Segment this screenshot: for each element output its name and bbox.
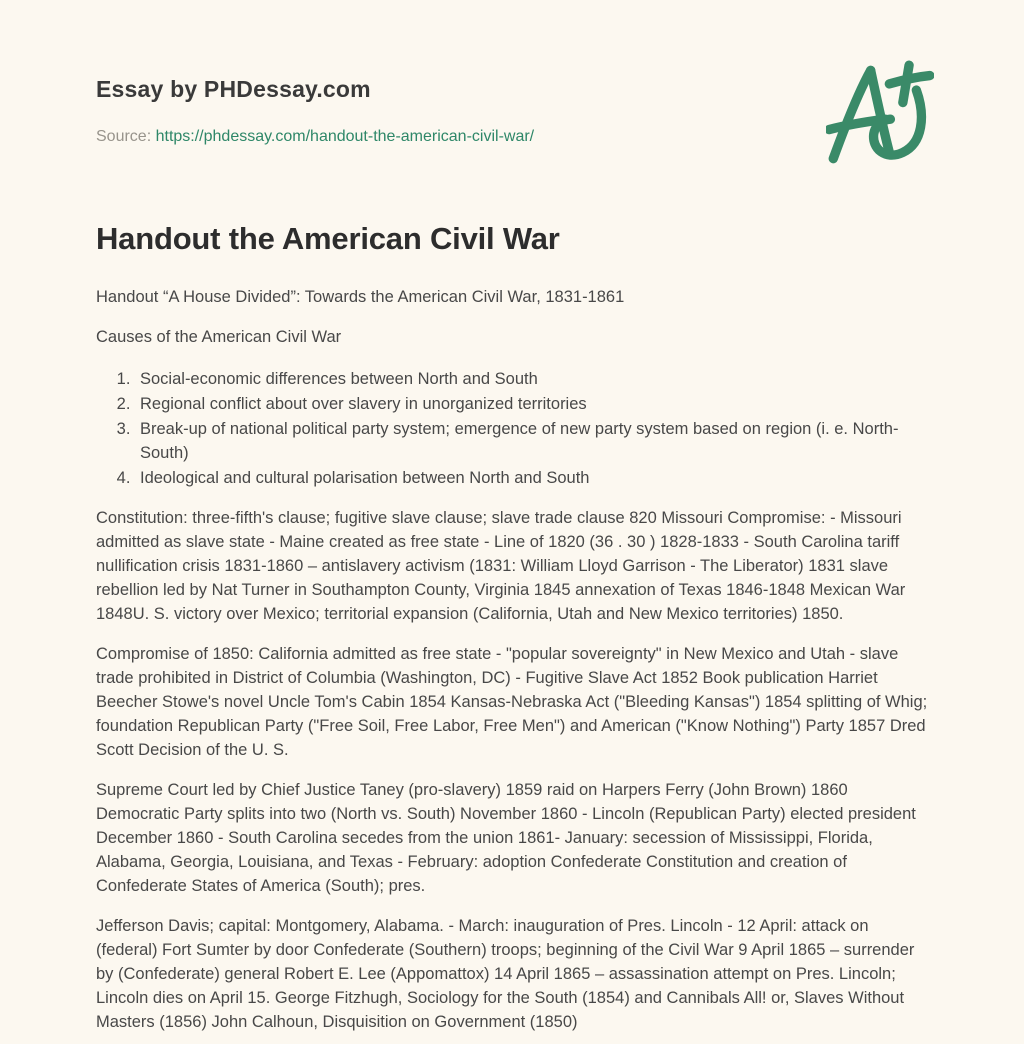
causes-heading: Causes of the American Civil War <box>96 328 342 346</box>
source-row <box>96 128 929 146</box>
list-item: 1. Social-economic differences between North and South <box>135 367 929 391</box>
article-body <box>96 221 929 1034</box>
source-label: Source: <box>96 128 152 145</box>
intro-paragraph: Handout “A House Divided”: Towards the American Civil War, 1831-1861 <box>96 288 625 306</box>
source-link[interactable]: https://phdessay.com/handout-the-american-civil-war/ <box>155 128 535 145</box>
list-item: 2. Regional conflict about over slavery in unorganized territories <box>135 392 929 416</box>
body-paragraph: Jefferson Davis; capital: Montgomery, Alabama. - March: inauguration of Pres. Lincoln - 12 April: attack on (federal) Fort Sumter by door Confederate (Southern) troops; beginning of the Civil War 9 April 1865 – surrender by (Confederate) general Robert E. Lee (Appomattox) 14 April 1865 – assassination attempt on Pres. Lincoln; Lincoln dies on April 15. George Fitzhugh, Sociology for the South (1854) and Cannibals All! or, Slaves Without Masters (1856) John Calhoun, Disquisition on Government (1850) <box>96 917 915 1031</box>
body-paragraph: Supreme Court led by Chief Justice Taney (pro-slavery) 1859 raid on Harpers Ferry (John Brown) 1860 Democratic Party splits into two (North vs. South) November 1860 - Lincoln (Republican Party) elected president December 1860 - South Carolina secedes from the union 1861- January: secession of Mississippi, Florida, Alabama, Georgia, Louisiana, and Texas - February: adoption Confederate Constitution and creation of Confederate States of America (South); pres. <box>96 781 916 895</box>
page-title: Handout the American Civil War <box>96 221 560 256</box>
body-paragraph: Compromise of 1850: California admitted as free state - "popular sovereignty" in New Mexico and Utah - slave trade prohibited in District of Columbia (Washington, DC) - Fugitive Slave Act 1852 Book publication Harriet Beecher Stowe's novel Uncle Tom's Cabin 1854 Kansas-Nebraska Act ("Bleeding Kansas") 1854 splitting of Whig; foundation Republican Party ("Free Soil, Free Labor, Free Men") and American ("Know Nothing") Party 1857 Dred Scott Decision of the U. S. <box>96 645 928 759</box>
site-title: Essay by PHDessay.com <box>96 76 371 102</box>
body-paragraph: Constitution: three-fifth's clause; fugitive slave clause; slave trade clause 820 Missouri Compromise: - Missouri admitted as slave state - Maine created as free state - Line of 1820 (36 . 30 ) 1828-1833 - South Carolina tariff nullification crisis 1831-1860 – antislavery activism (1831: William Lloyd Garrison - The Liberator) 1831 slave rebellion led by Nat Turner in Southampton County, Virginia 1845 annexation of Texas 1846-1848 Mexican War 1848U. S. victory over Mexico; territorial expansion (California, Utah and New Mexico territories) 1850. <box>96 509 906 623</box>
causes-list <box>96 367 929 490</box>
list-item: 3. Break-up of national political party system; emergence of new party system based on region (i. e. North-South) <box>135 417 929 465</box>
list-item: 4. Ideological and cultural polarisation between North and South <box>135 466 929 490</box>
